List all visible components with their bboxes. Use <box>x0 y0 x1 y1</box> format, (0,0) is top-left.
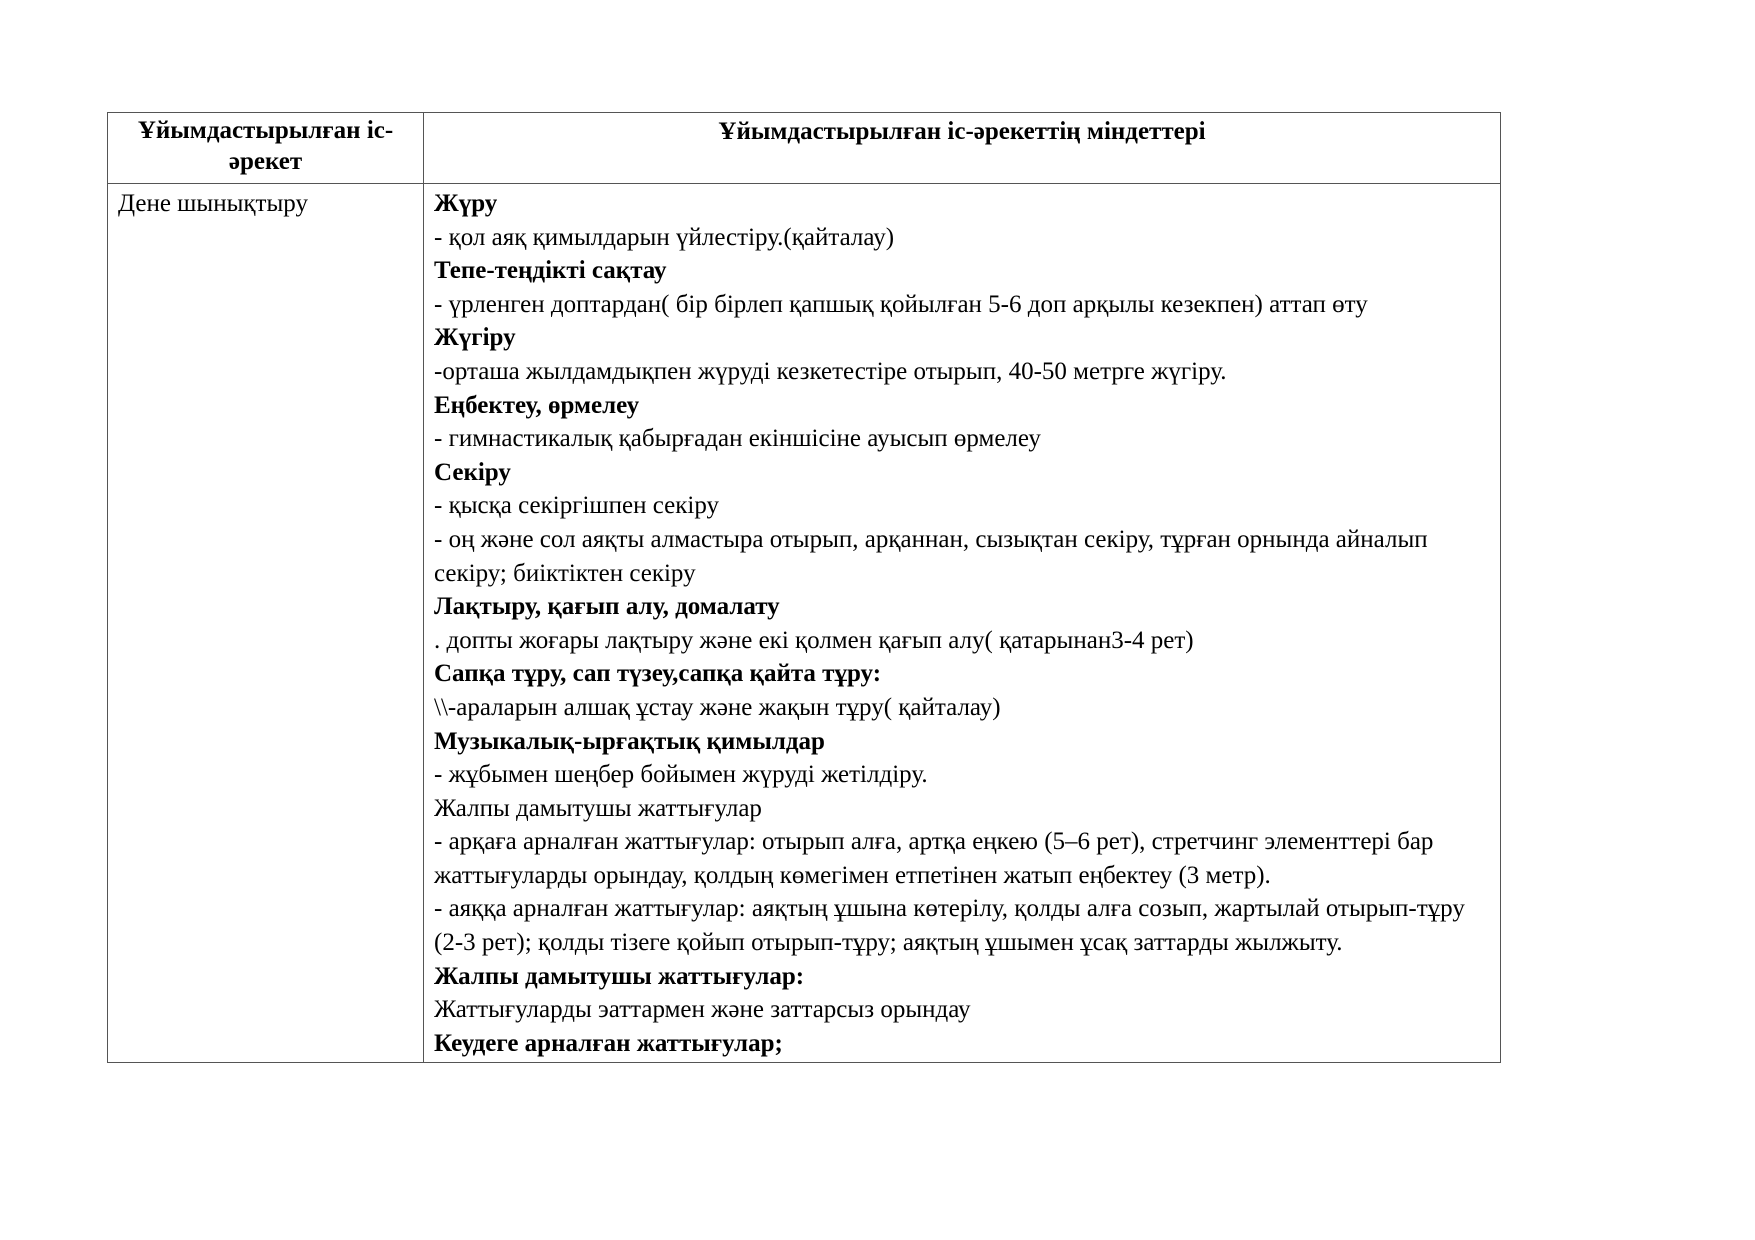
header-tasks: Ұйымдастырылған іс-әрекеттің міндеттері <box>424 113 1501 184</box>
section-heading: Музыкалық-ырғақтық қимылдар <box>434 727 825 755</box>
section-heading: Жүгіру <box>434 324 516 352</box>
task-text: Жалпы дамытушы жаттығулар <box>434 794 762 822</box>
tasks-cell <box>424 184 1501 1063</box>
section-heading: Секіру <box>434 458 511 486</box>
task-text: - қол аяқ қимылдарын үйлестіру.(қайталау) <box>434 223 895 251</box>
section-heading: Тепе-теңдікті сақтау <box>434 257 667 285</box>
task-text: - жұбымен шеңбер бойымен жүруді жетілдіру. <box>434 761 928 789</box>
task-text: - аяққа арналған жаттығулар: аяқтың ұшына көтерілу, қолды алға созып, жартылай отырып-тұру (2-3 рет); қолды тізеге қойып отырып-тұру; аяқтың ұшымен ұсақ заттарды жылжыту. <box>434 895 1465 957</box>
section-heading: Еңбектеу, өрмелеу <box>434 391 640 419</box>
task-text: - арқаға арналған жаттығулар: отырып алға, артқа еңкею (5–6 рет), стретчинг элементтері бар жаттығуларды орындау, қолдың көмегімен етпетінен жатып еңбектеу (3 метр). <box>434 828 1434 889</box>
section-heading: Жүру <box>434 190 498 217</box>
task-text: - қысқа секіргішпен секіру <box>434 492 720 520</box>
table-row <box>108 184 1501 1063</box>
section-heading: Сапқа тұру, сап түзеу,сапқа қайта тұру: <box>434 660 882 688</box>
task-text: - үрленген доптардан( бір бірлеп қапшық қойылған 5-6 доп арқылы кезекпен) аттап өту <box>434 290 1368 318</box>
section-heading: Кеудеге арналған жаттығулар; <box>434 1029 783 1057</box>
task-text: . допты жоғары лақтыру және екі қолмен қағып алу( қатарынан3-4 рет) <box>434 626 1194 654</box>
section-heading: Лақтыру, қағып алу, домалату <box>434 593 780 621</box>
table-header-row <box>108 113 1501 184</box>
task-text: \\-араларын алшақ ұстау және жақын тұру( қайталау) <box>434 693 1001 721</box>
task-text: - гимнастикалық қабырғадан екіншісіне ауысып өрмелеу <box>434 425 1041 453</box>
task-text: -орташа жылдамдықпен жүруді кезкетестіре отырып, 40-50 метрге жүгіру. <box>434 357 1227 385</box>
task-text: - оң және сол аяқты алмастыра отырып, арқаннан, сызықтан секіру, тұрған орнында айналып секіру; биіктіктен секіру <box>434 525 1428 587</box>
section-heading: Жалпы дамытушы жаттығулар: <box>434 962 805 990</box>
header-activity: Ұйымдастырылған іс-әрекет <box>108 113 424 184</box>
activity-table <box>107 112 1501 1063</box>
activity-cell: Дене шынықтыру <box>108 184 424 1063</box>
task-text: Жаттығуларды эаттармен және заттарсыз орындау <box>434 996 971 1024</box>
